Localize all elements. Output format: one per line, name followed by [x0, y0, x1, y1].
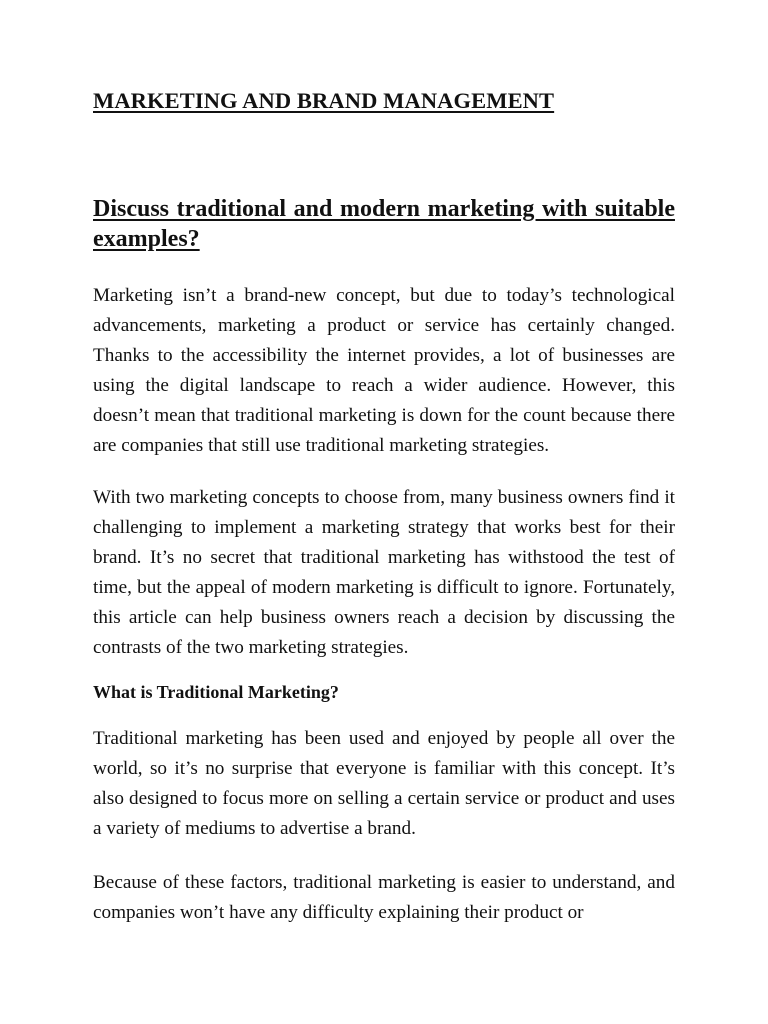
section-paragraph-1: Traditional marketing has been used and enjoyed by people all over the world, so it’s no surprise that everyone is familiar with this concept. It’s also designed to focus more on selling a certain service or product and uses a variety of mediums to advertise a brand. [93, 728, 675, 839]
section-subheading: What is Traditional Marketing? [93, 682, 339, 702]
section-paragraph-2: Because of these factors, traditional marketing is easier to understand, and companies won’t have any difficulty explaining their product or [93, 872, 675, 923]
question-heading: Discuss traditional and modern marketing with suitable examples? [93, 196, 675, 252]
intro-paragraph-2: With two marketing concepts to choose from, many business owners find it challenging to implement a marketing strategy that works best for their brand. It’s no secret that traditional marketing has withstood the test of time, but the appeal of modern marketing is difficult to ignore. Fortunately, this article can help business owners reach a decision by discussing the contrasts of the two marketing strategies. [93, 487, 675, 658]
document-title: MARKETING AND BRAND MANAGEMENT [93, 88, 555, 113]
intro-paragraph-1: Marketing isn’t a brand-new concept, but due to today’s technological advancements, marketing a product or service has certainly changed. Thanks to the accessibility the internet provides, a lot of businesses are using the digital landscape to reach a wider audience. However, this doesn’t mean that traditional marketing is down for the count because there are companies that still use traditional marketing strategies. [93, 285, 675, 456]
